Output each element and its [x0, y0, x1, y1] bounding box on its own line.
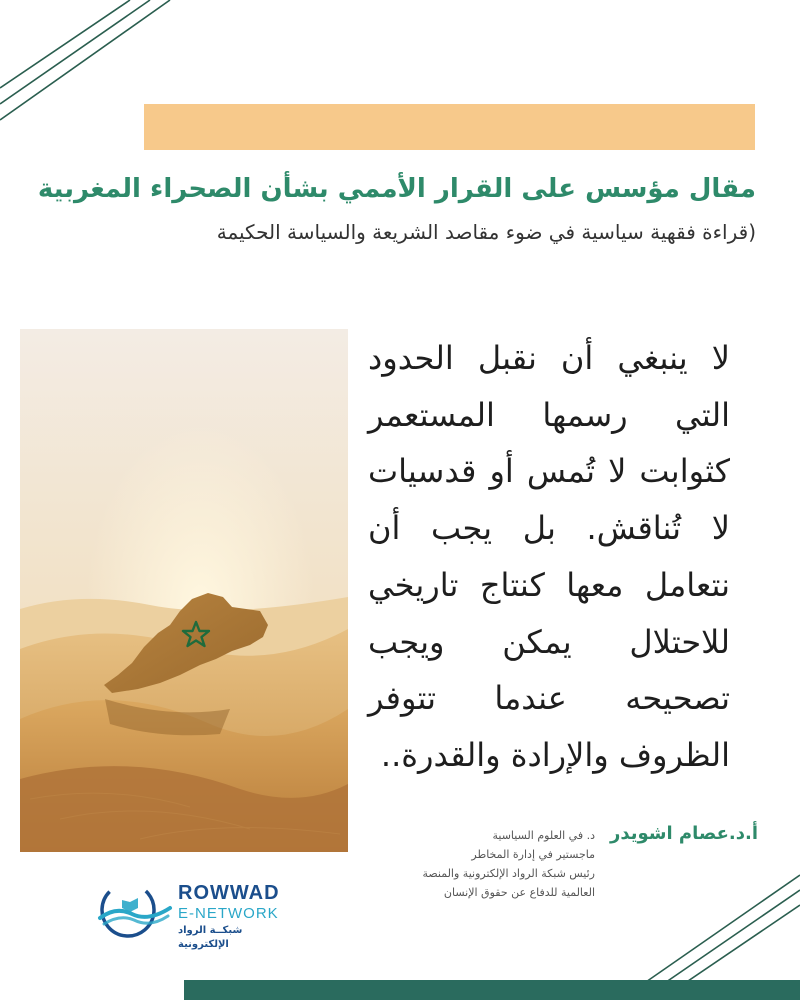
desert-scene-svg: [20, 329, 348, 852]
page-subtitle: (قراءة فقهية سياسية في ضوء مقاصد الشريعة والسياسة الحكيمة: [216, 220, 756, 244]
author-name: أ.د.عصام اشويدر: [609, 823, 758, 844]
quote-text: لا ينبغي أن نقبل الحدود التي رسمها المستعمر كثوابت لا تُمس أو قدسيات لا تُناقش. بل يجب أن نتعامل معها كنتاج تاريخي للاحتلال يمكن ويجب تصحيحه عندما تتوفر الظروف والإرادة والقدرة..: [368, 339, 730, 774]
logo-arabic-name: شبكــة الرواد الإلكترونية: [178, 925, 243, 950]
credential-line: العالمية للدفاع عن حقوق الإنسان: [443, 886, 595, 899]
logo-network: E-NETWORK: [178, 905, 279, 922]
credential-line: ماجستير في إدارة المخاطر: [471, 848, 595, 861]
rowwad-logo: [92, 876, 302, 950]
top-accent-bar: [144, 104, 755, 150]
desert-dunes-image: [20, 329, 348, 852]
credential-line: د. في العلوم السياسية: [492, 829, 595, 842]
book-wave-logo-icon: [92, 878, 176, 942]
logo-name: ROWWAD: [178, 882, 280, 904]
page-title: مقال مؤسس على القرار الأممي بشأن الصحراء المغربية: [37, 174, 756, 204]
bottom-accent-bar: [184, 980, 800, 1000]
credential-line: رئيس شبكة الرواد الإلكترونية والمنصة: [422, 867, 595, 880]
author-credentials: [355, 826, 595, 902]
